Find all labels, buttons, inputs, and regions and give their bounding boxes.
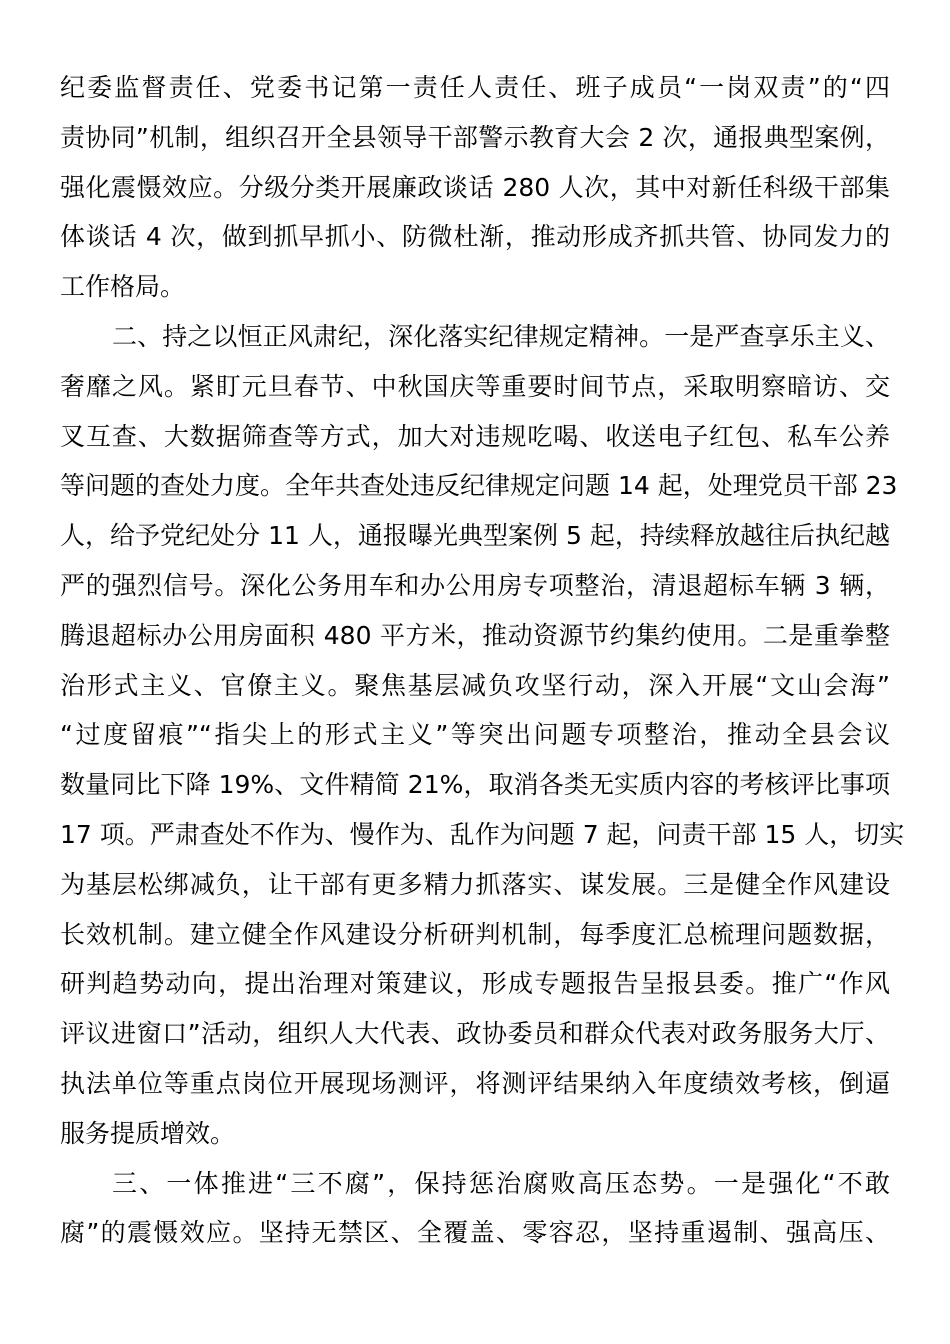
text-line: 腾退超标办公用房面积 480 平方米，推动资源节约集约使用。二是重拳整	[60, 620, 890, 650]
text-line: 17 项。严肃查处不作为、慢作为、乱作为问题 7 起，问责干部 15 人，切实	[60, 819, 905, 849]
text-line: 工作格局。	[60, 272, 186, 302]
text-line: 为基层松绑减负，让干部有更多精力抓落实、谋发展。三是健全作风建设	[60, 869, 890, 899]
text-line: 体谈话 4 次，做到抓早抓小、防微杜渐，推动形成齐抓共管、协同发力的	[60, 222, 890, 252]
text-line: 评议进窗口”活动，组织人大代表、政协委员和群众代表对政务服务大厅、	[60, 1019, 890, 1049]
text-line: 叉互查、大数据筛查等方式，加大对违规吃喝、收送电子红包、私车公养	[60, 421, 890, 451]
text-line: 严的强烈信号。深化公务用车和办公用房专项整治，清退超标车辆 3 辆，	[60, 570, 890, 600]
text-line: 三、一体推进“三不腐”，保持惩治腐败高压态势。一是强化“不敢	[112, 1168, 890, 1198]
document-body	[60, 63, 905, 1258]
text-line: 二、持之以恒正风肃纪，深化落实纪律规定精神。一是严查享乐主义、	[112, 321, 890, 351]
text-line: 数量同比下降 19%、文件精简 21%，取消各类无实质内容的考核评比事项	[60, 770, 890, 800]
text-line: 人，给予党纪处分 11 人，通报曝光典型案例 5 起，持续释放越往后执纪越	[60, 521, 890, 551]
text-line: 强化震慑效应。分级分类开展廉政谈话 280 人次，其中对新任科级干部集	[60, 172, 890, 202]
text-line: 服务提质增效。	[60, 1118, 236, 1148]
text-line: 等问题的查处力度。全年共查处违反纪律规定问题 14 起，处理党员干部 23	[60, 471, 898, 501]
text-line: 奢靡之风。紧盯元旦春节、中秋国庆等重要时间节点，采取明察暗访、交	[60, 371, 890, 401]
text-line: 纪委监督责任、党委书记第一责任人责任、班子成员“一岗双责”的“四	[60, 73, 890, 102]
text-line: “过度留痕”“指尖上的形式主义”等突出问题专项整治，推动全县会议	[60, 720, 890, 750]
text-line: 责协同”机制，组织召开全县领导干部警示教育大会 2 次，通报典型案例，	[60, 122, 890, 152]
text-line: 执法单位等重点岗位开展现场测评，将测评结果纳入年度绩效考核，倒逼	[60, 1068, 890, 1098]
text-line: 腐”的震慑效应。坚持无禁区、全覆盖、零容忍，坚持重遏制、强高压、	[60, 1218, 890, 1248]
text-line: 治形式主义、官僚主义。聚焦基层减负攻坚行动，深入开展“文山会海”	[60, 670, 890, 700]
text-line: 长效机制。建立健全作风建设分析研判机制，每季度汇总梳理问题数据，	[60, 919, 890, 949]
text-line: 研判趋势动向，提出治理对策建议，形成专题报告呈报县委。推广“作风	[60, 969, 890, 999]
